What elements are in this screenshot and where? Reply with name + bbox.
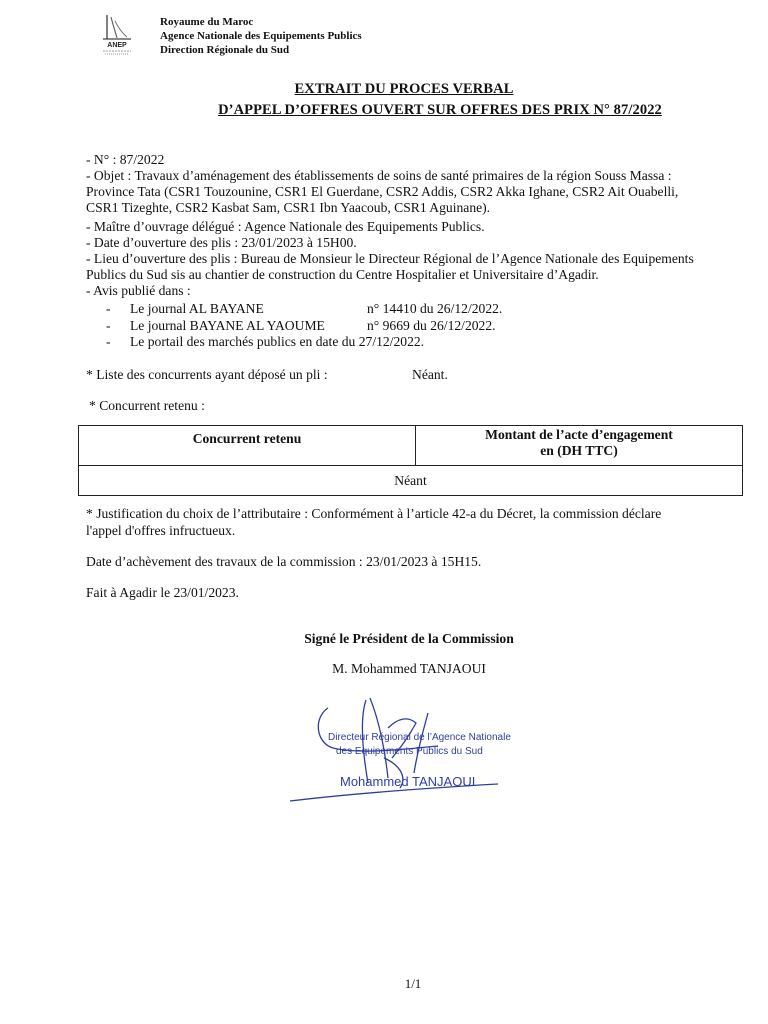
stamp-line2: des Equipements Publics du Sud	[336, 746, 483, 757]
detail-objet-line2: Province Tata (CSR1 Touzounine, CSR1 El Guerdane, CSR2 Addis, CSR2 Akka Ighane, CSR2 Ait Ouabelli,	[86, 184, 679, 199]
fait-a-agadir: Fait à Agadir le 23/01/2023.	[86, 585, 239, 600]
concurrents-label: * Liste des concurrents ayant déposé un pli :	[86, 367, 328, 382]
award-table	[78, 425, 743, 496]
justification-line2: l'appel d'offres infructueux.	[86, 523, 236, 538]
list-dash: -	[106, 334, 111, 349]
stamp-line3: Mohammed TANJAOUI	[340, 774, 476, 789]
date-achevement: Date d’achèvement des travaux de la commission : 23/01/2023 à 15H15.	[86, 554, 482, 569]
detail-numero: - N° : 87/2022	[86, 152, 165, 167]
handwritten-signature	[288, 688, 518, 806]
header-concurrent: Concurrent retenu	[79, 426, 416, 466]
table-header-row	[79, 426, 743, 466]
list-dash: -	[106, 318, 111, 333]
header-montant-line2: en (DH TTC)	[540, 443, 618, 458]
letterhead-line-agency: Agence Nationale des Equipements Publics	[160, 30, 362, 42]
table-row	[79, 466, 743, 496]
detail-maitre-ouvrage: - Maître d’ouvrage délégué : Agence Nationale des Equipements Publics.	[86, 219, 485, 234]
document-title-line2: D’APPEL D’OFFRES OUVERT SUR OFFRES DES PRIX N° 87/2022	[218, 102, 662, 118]
publication-name: Le portail des marchés publics en date du 27/12/2022.	[130, 334, 425, 349]
letterhead-line-kingdom: Royaume du Maroc	[160, 16, 254, 28]
header-montant-line1: Montant de l’acte d’engagement	[485, 427, 673, 442]
list-dash: -	[106, 301, 111, 316]
signature-stamp	[288, 688, 518, 806]
detail-objet-line1: - Objet : Travaux d’aménagement des établissements de soins de santé primaires de la région Souss Massa :	[86, 168, 672, 183]
publication-number: n° 14410 du 26/12/2022.	[367, 301, 503, 316]
detail-lieu-line1: - Lieu d’ouverture des plis : Bureau de Monsieur le Directeur Régional de l’Agence Nationale des Equipements	[86, 251, 694, 266]
justification-line1: * Justification du choix de l’attributaire : Conformément à l’article 42-a du Décret, la commission déclare	[86, 506, 662, 521]
publication-number: n° 9669 du 26/12/2022.	[367, 318, 496, 333]
publication-name: Le journal BAYANE AL YAOUME	[130, 318, 325, 333]
stamp-line1: Directeur Régional de l’Agence Nationale	[328, 732, 511, 743]
header-montant	[416, 426, 743, 466]
letterhead	[160, 15, 362, 57]
detail-objet-line3: CSR1 Tizeghte, CSR2 Kasbat Sam, CSR1 Ibn Yaacoub, CSR1 Aguinane).	[86, 200, 491, 215]
concurrents-value: Néant.	[412, 367, 448, 382]
table-cell-neant: Néant	[79, 466, 743, 496]
anep-logo	[97, 13, 137, 57]
logo-text: ANEP	[107, 42, 127, 49]
signatory-name: M. Mohammed TANJAOUI	[332, 661, 486, 676]
document-title-line1: EXTRAIT DU PROCES VERBAL	[294, 81, 514, 97]
list-item	[0, 301, 768, 318]
page-number: 1/1	[404, 976, 422, 991]
list-item	[0, 318, 768, 335]
letterhead-line-direction: Direction Régionale du Sud	[160, 44, 290, 56]
detail-avis: - Avis publié dans :	[86, 283, 191, 298]
detail-date-ouverture: - Date d’ouverture des plis : 23/01/2023 à 15H00.	[86, 235, 357, 250]
signature-title: Signé le Président de la Commission	[304, 631, 514, 646]
concurrent-retenu-label: * Concurrent retenu :	[89, 398, 205, 413]
detail-lieu-line2: Publics du Sud sis au chantier de construction du Centre Hospitalier et Universitaire d’Agadir.	[86, 267, 599, 282]
list-item	[0, 334, 768, 351]
publication-name: Le journal AL BAYANE	[130, 301, 264, 316]
